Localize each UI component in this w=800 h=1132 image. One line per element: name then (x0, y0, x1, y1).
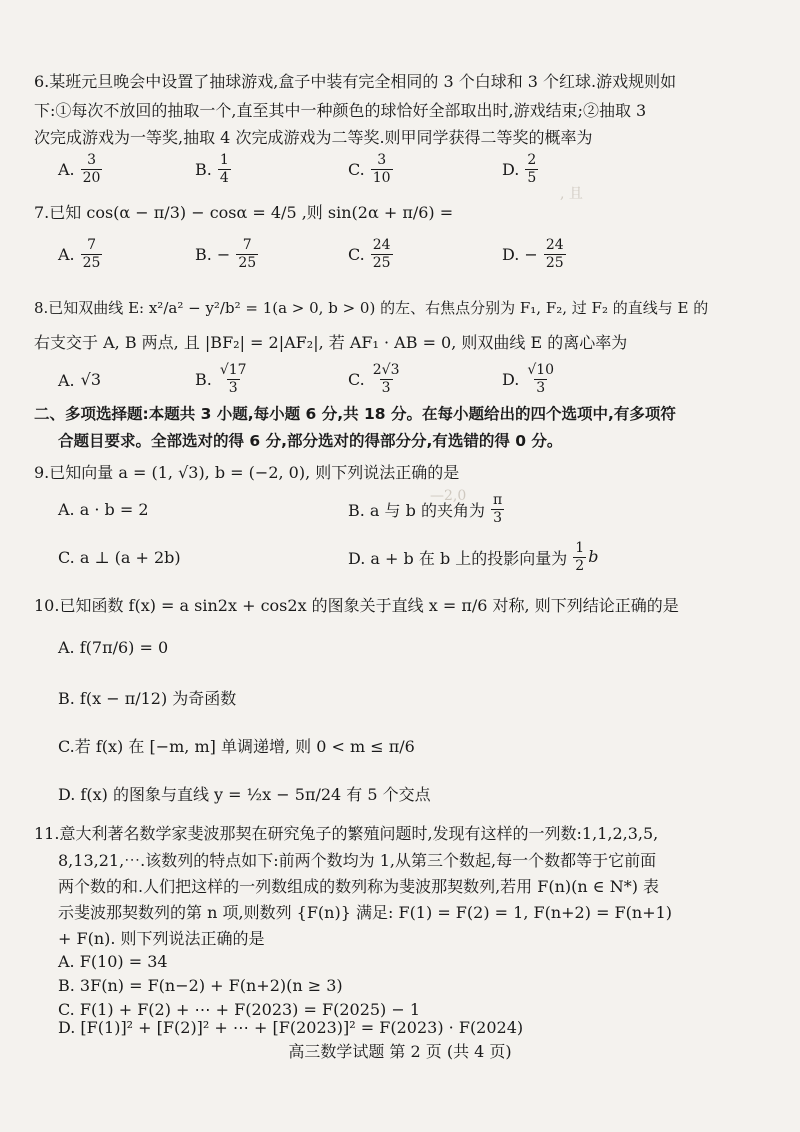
q11-line-4: 示斐波那契数列的第 n 项,则数列 {F(n)} 满足: F(1) = F(2) = 1, F(n+2) = F(n+1) (58, 903, 673, 922)
bleed-through-text: , 且 (560, 186, 583, 202)
q11-option-c[interactable]: C. F(1) + F(2) + ⋯ + F(2023) = F(2025) − 1 (58, 1000, 421, 1019)
section-2-heading: 二、多项选择题:本题共 3 小题,每小题 6 分,共 18 分。在每小题给出的四个选项中,有多项符 (34, 405, 676, 423)
q6-option-d[interactable]: D. $\frac{2}{5}$ (502, 152, 537, 186)
q6-option-a[interactable]: A. $\frac{3}{20}$ (58, 152, 101, 186)
q11-line-5: + F(n). 则下列说法正确的是 (58, 929, 265, 948)
q9-option-a[interactable]: A. a · b = 2 (58, 500, 149, 519)
q10-option-c[interactable]: C.若 f(x) 在 [−m, m] 单调递增, 则 0 < m ≤ π/6 (58, 737, 415, 756)
q8-line-1: 8.已知双曲线 E: x²/a² − y²/b² = 1(a > 0, b > 0) 的左、右焦点分别为 F₁, F₂, 过 F₂ 的直线与 E 的 (34, 299, 709, 317)
q7-option-b[interactable]: B. − $\frac{7}{25}$ (195, 237, 257, 271)
q11-option-a[interactable]: A. F(10) = 34 (58, 952, 168, 971)
q7-stem: 7.已知 cos(α − π/3) − cosα = 4/5 ,则 sin(2α + π/6) = (34, 203, 454, 222)
q6-line-2: 下:①每次不放回的抽取一个,直至其中一种颜色的球恰好全部取出时,游戏结束;②抽取 3 (34, 101, 647, 120)
q10-stem: 10.已知函数 f(x) = a sin2x + cos2x 的图象关于直线 x = π/6 对称, 则下列结论正确的是 (34, 596, 679, 615)
q9-option-c[interactable]: C. a ⊥ (a + 2b) (58, 548, 181, 567)
q9-stem: 9.已知向量 a = (1, √3), b = (−2, 0), 则下列说法正确的是 (34, 463, 460, 482)
q8-line-2: 右支交于 A, B 两点, 且 |BF₂| = 2|AF₂|, 若 AF₁ · AB = 0, 则双曲线 E 的离心率为 (34, 333, 628, 352)
q10-option-a[interactable]: A. f(7π/6) = 0 (58, 638, 169, 657)
section-2-instructions: 合题目要求。全部选对的得 6 分,部分选对的得部分分,有选错的得 0 分。 (58, 432, 563, 450)
q6-option-b[interactable]: B. $\frac{1}{4}$ (195, 152, 229, 186)
q7-option-d[interactable]: D. − $\frac{24}{25}$ (502, 237, 564, 271)
q6-line-3: 次完成游戏为一等奖,抽取 4 次完成游戏为二等奖.则甲同学获得二等奖的概率为 (34, 128, 593, 147)
q7-option-a[interactable]: A. $\frac{7}{25}$ (58, 237, 101, 271)
page-footer: 高三数学试题 第 2 页 (共 4 页) (288, 1042, 512, 1061)
q11-option-d[interactable]: D. [F(1)]² + [F(2)]² + ⋯ + [F(2023)]² = F(2023) · F(2024) (58, 1018, 524, 1037)
q8-option-a[interactable]: A. √3 (58, 370, 102, 390)
q11-line-3: 两个数的和.人们把这样的一列数组成的数列称为斐波那契数列,若用 F(n)(n ∈ N*) 表 (58, 877, 660, 896)
q11-line-1: 11.意大利著名数学家斐波那契在研究兔子的繁殖问题时,发现有这样的一列数:1,1,2,3,5, (34, 824, 659, 843)
q10-option-d[interactable]: D. f(x) 的图象与直线 y = ½x − 5π/24 有 5 个交点 (58, 785, 431, 804)
q8-option-c[interactable]: C. $\frac{2√3}{3}$ (348, 362, 400, 396)
q6-option-c[interactable]: C. $\frac{3}{10}$ (348, 152, 391, 186)
q11-option-b[interactable]: B. 3F(n) = F(n−2) + F(n+2)(n ≥ 3) (58, 976, 343, 995)
q8-option-b[interactable]: B. $\frac{√17}{3}$ (195, 362, 247, 396)
q11-line-2: 8,13,21,⋯.该数列的特点如下:前两个数均为 1,从第三个数起,每一个数都等于它前面 (58, 851, 657, 870)
q7-option-c[interactable]: C. $\frac{24}{25}$ (348, 237, 391, 271)
q9-option-d[interactable]: D. a + b 在 b 上的投影向量为 $\frac{1}{2}$ b (348, 540, 599, 574)
q6-line-1: 6.某班元旦晚会中设置了抽球游戏,盒子中装有完全相同的 3 个白球和 3 个红球.游戏规则如 (34, 72, 677, 91)
q10-option-b[interactable]: B. f(x − π/12) 为奇函数 (58, 689, 237, 708)
bleed-through-text: —2,0 (430, 488, 467, 504)
q8-option-d[interactable]: D. $\frac{√10}{3}$ (502, 362, 555, 396)
q9-option-b[interactable]: B. a 与 b 的夹角为 $\frac{\pi}{3}$ (348, 492, 503, 526)
